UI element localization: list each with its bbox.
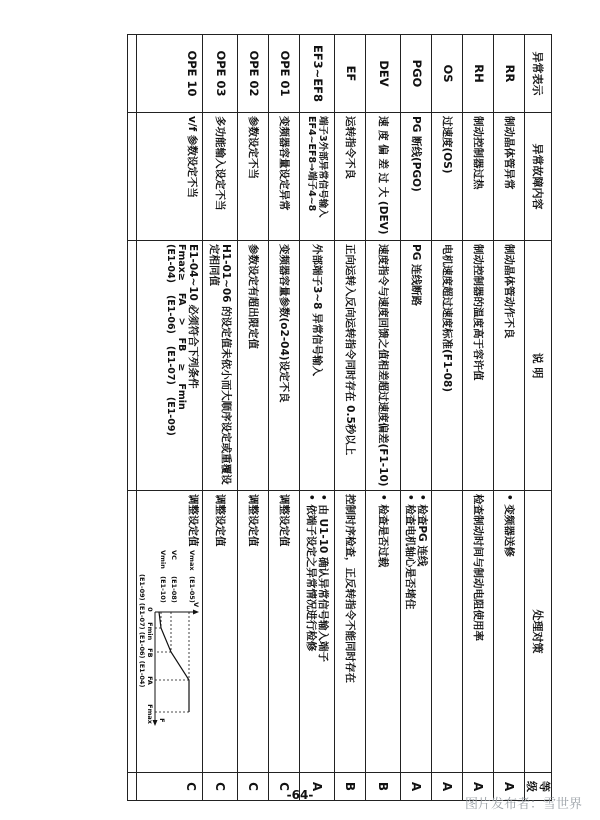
table-row <box>431 35 462 801</box>
cell-code: OPE 10 <box>136 35 202 113</box>
cell-code: OS <box>431 35 462 113</box>
cell-desc: 制动晶体管动作不良 <box>493 241 524 491</box>
cell-code: EF3~EF8 <box>299 35 334 113</box>
ope10-condition: E1-04~10 必须符合下列条件 <box>186 244 199 389</box>
ope10-action: 调整设定值 <box>186 494 199 547</box>
cell-grade: C <box>202 773 237 801</box>
fmin-label: Fmin <box>145 622 154 641</box>
cell-name: 多功能输入设定不当 <box>202 113 237 241</box>
header-grade: 等级 <box>524 773 551 801</box>
cell-name: 过速度(OS) <box>431 113 462 241</box>
ineq-fa: FA <box>176 292 188 306</box>
cell-action: 调整设定值 <box>268 491 299 773</box>
cell-action: • 由 U1-10 确认异常信号输入端子 • 依端子设定之异常情况进行检修 <box>299 491 334 773</box>
filler-cell <box>127 113 136 241</box>
page-number: -64- <box>286 788 314 802</box>
ineq-gt: > <box>176 317 188 326</box>
header-code: 异常表示 <box>524 35 551 113</box>
cell-name: v/f 参数设定不当 <box>136 113 202 241</box>
ope10-inequality <box>175 244 186 487</box>
cell-grade: C <box>268 773 299 801</box>
vf-curve-line <box>159 612 189 712</box>
cell-name: 变频器容量设定异常 <box>268 113 299 241</box>
fmin-code: (E1-09) <box>137 574 146 601</box>
header-action: 处理对策 <box>524 491 551 773</box>
cell-desc: 速度指令与速度回馈之值相差超过速度偏差(F1-10) <box>365 241 400 491</box>
v-axis-arrow <box>193 610 199 615</box>
f-codes <box>137 574 145 769</box>
vmax-code: (E1-05) <box>187 576 196 603</box>
table-row <box>334 35 365 801</box>
vc-label: VC <box>169 550 178 560</box>
vmax-label: Vmax <box>187 550 196 571</box>
cell-code: OPE 02 <box>237 35 268 113</box>
cell-grade: B <box>365 773 400 801</box>
cell-code: PGO <box>400 35 431 113</box>
cell-action <box>431 491 462 773</box>
watermark: 图片发布者：雪世界 <box>464 797 582 812</box>
cell-code: RR <box>493 35 524 113</box>
vmin-code: (E1-10) <box>158 576 167 603</box>
cell-desc: H1-01~06 的设定值未依小而大顺序设定或重覆设定相同值 <box>202 241 237 491</box>
header-desc: 说 明 <box>524 241 551 491</box>
ineq-fmin: Fmin <box>176 383 188 410</box>
cell-grade: A <box>299 773 334 801</box>
cell-name: 端子3外部异常信号输入EF4~EF8→端子4~8 <box>299 113 334 241</box>
table-header-row <box>524 35 551 801</box>
ineq-fb: FB <box>176 337 188 352</box>
origin-label: 0 <box>145 607 154 612</box>
table-row <box>299 35 334 801</box>
cell-code: EF <box>334 35 365 113</box>
cell-action <box>136 491 202 773</box>
v-axis-label: V <box>191 602 200 608</box>
cell-code: OPE 01 <box>268 35 299 113</box>
cell-grade: B <box>334 773 365 801</box>
table-row <box>365 35 400 801</box>
table-row <box>493 35 524 801</box>
table-row <box>202 35 237 801</box>
cell-desc <box>136 241 202 491</box>
fb-label: FB <box>145 648 154 658</box>
table-row <box>268 35 299 801</box>
table-row-filler <box>127 35 136 801</box>
cell-name: 制动晶体管异常 <box>493 113 524 241</box>
filler-cell <box>127 491 136 773</box>
cell-name: 参数设定不当 <box>237 113 268 241</box>
ope10-params <box>164 244 175 487</box>
cell-desc: PG 连线断路 <box>400 241 431 491</box>
ineq-fmax: Fmax≥ <box>176 244 188 281</box>
param-e109: (E1-09) <box>165 396 177 436</box>
param-e104: (E1-04) <box>165 244 177 283</box>
cell-name: 制动控制器过热 <box>462 113 493 241</box>
vc-code: (E1-08) <box>169 576 178 603</box>
cell-action: 控制时序检查，正反转指令不能同时存在 <box>334 491 365 773</box>
cell-grade: C <box>237 773 268 801</box>
fa-label: FA <box>145 676 154 685</box>
table-row <box>237 35 268 801</box>
f-axis-label: F <box>157 718 166 723</box>
cell-name: 运转指令不良 <box>334 113 365 241</box>
fb-code: (E1-07) <box>137 602 146 630</box>
cell-grade: C <box>136 773 202 801</box>
cell-desc: 正向运转入反向运转指令同时存在 0.5秒以上 <box>334 241 365 491</box>
fmax-code: (E1-04) <box>137 660 146 688</box>
cell-grade: A <box>493 773 524 801</box>
cell-name: 速 度 偏 差 过 大 (DEV) <box>365 113 400 241</box>
cell-desc: 变频器容量参数(o2-04)设定不良 <box>268 241 299 491</box>
fmax-label: Fmax <box>145 704 154 724</box>
cell-code: DEV <box>365 35 400 113</box>
cell-action: • 检查PG 连线 • 检查电机轴心是否堵住 <box>400 491 431 773</box>
param-e107: (E1-07) <box>165 345 177 385</box>
filler-cell <box>127 773 136 801</box>
cell-grade: A <box>431 773 462 801</box>
cell-action: 调整设定值 <box>202 491 237 773</box>
vf-curve-graph <box>145 550 199 728</box>
cell-action: 检查制动时间与制动电阻使用率 <box>462 491 493 773</box>
cell-desc: 外部端子3~8 异常信号输入 <box>299 241 334 491</box>
cell-action: • 变频器送修 <box>493 491 524 773</box>
table-row <box>462 35 493 801</box>
cell-desc: 电机速度超过速度标准(F1-08) <box>431 241 462 491</box>
param-e106: (E1-06) <box>165 294 177 334</box>
filler-cell <box>127 35 136 113</box>
cell-code: RH <box>462 35 493 113</box>
vmin-label: Vmin <box>158 550 167 569</box>
cell-grade: A <box>400 773 431 801</box>
fa-code: (E1-06) <box>137 631 146 659</box>
table-row <box>136 35 202 801</box>
fault-table <box>127 34 552 801</box>
filler-cell <box>127 241 136 491</box>
table-row <box>400 35 431 801</box>
cell-name: PG 断线(PGO) <box>400 113 431 241</box>
cell-desc: 制动控制器的温度高于容许值 <box>462 241 493 491</box>
cell-grade: A <box>462 773 493 801</box>
cell-action: • 检查是否过载 <box>365 491 400 773</box>
cell-code: OPE 03 <box>202 35 237 113</box>
header-name: 异常故障内容 <box>524 113 551 241</box>
cell-action: 调整设定值 <box>237 491 268 773</box>
cell-desc: 参数设定有超出限定值 <box>237 241 268 491</box>
ineq-ge: ≥ <box>176 363 188 372</box>
